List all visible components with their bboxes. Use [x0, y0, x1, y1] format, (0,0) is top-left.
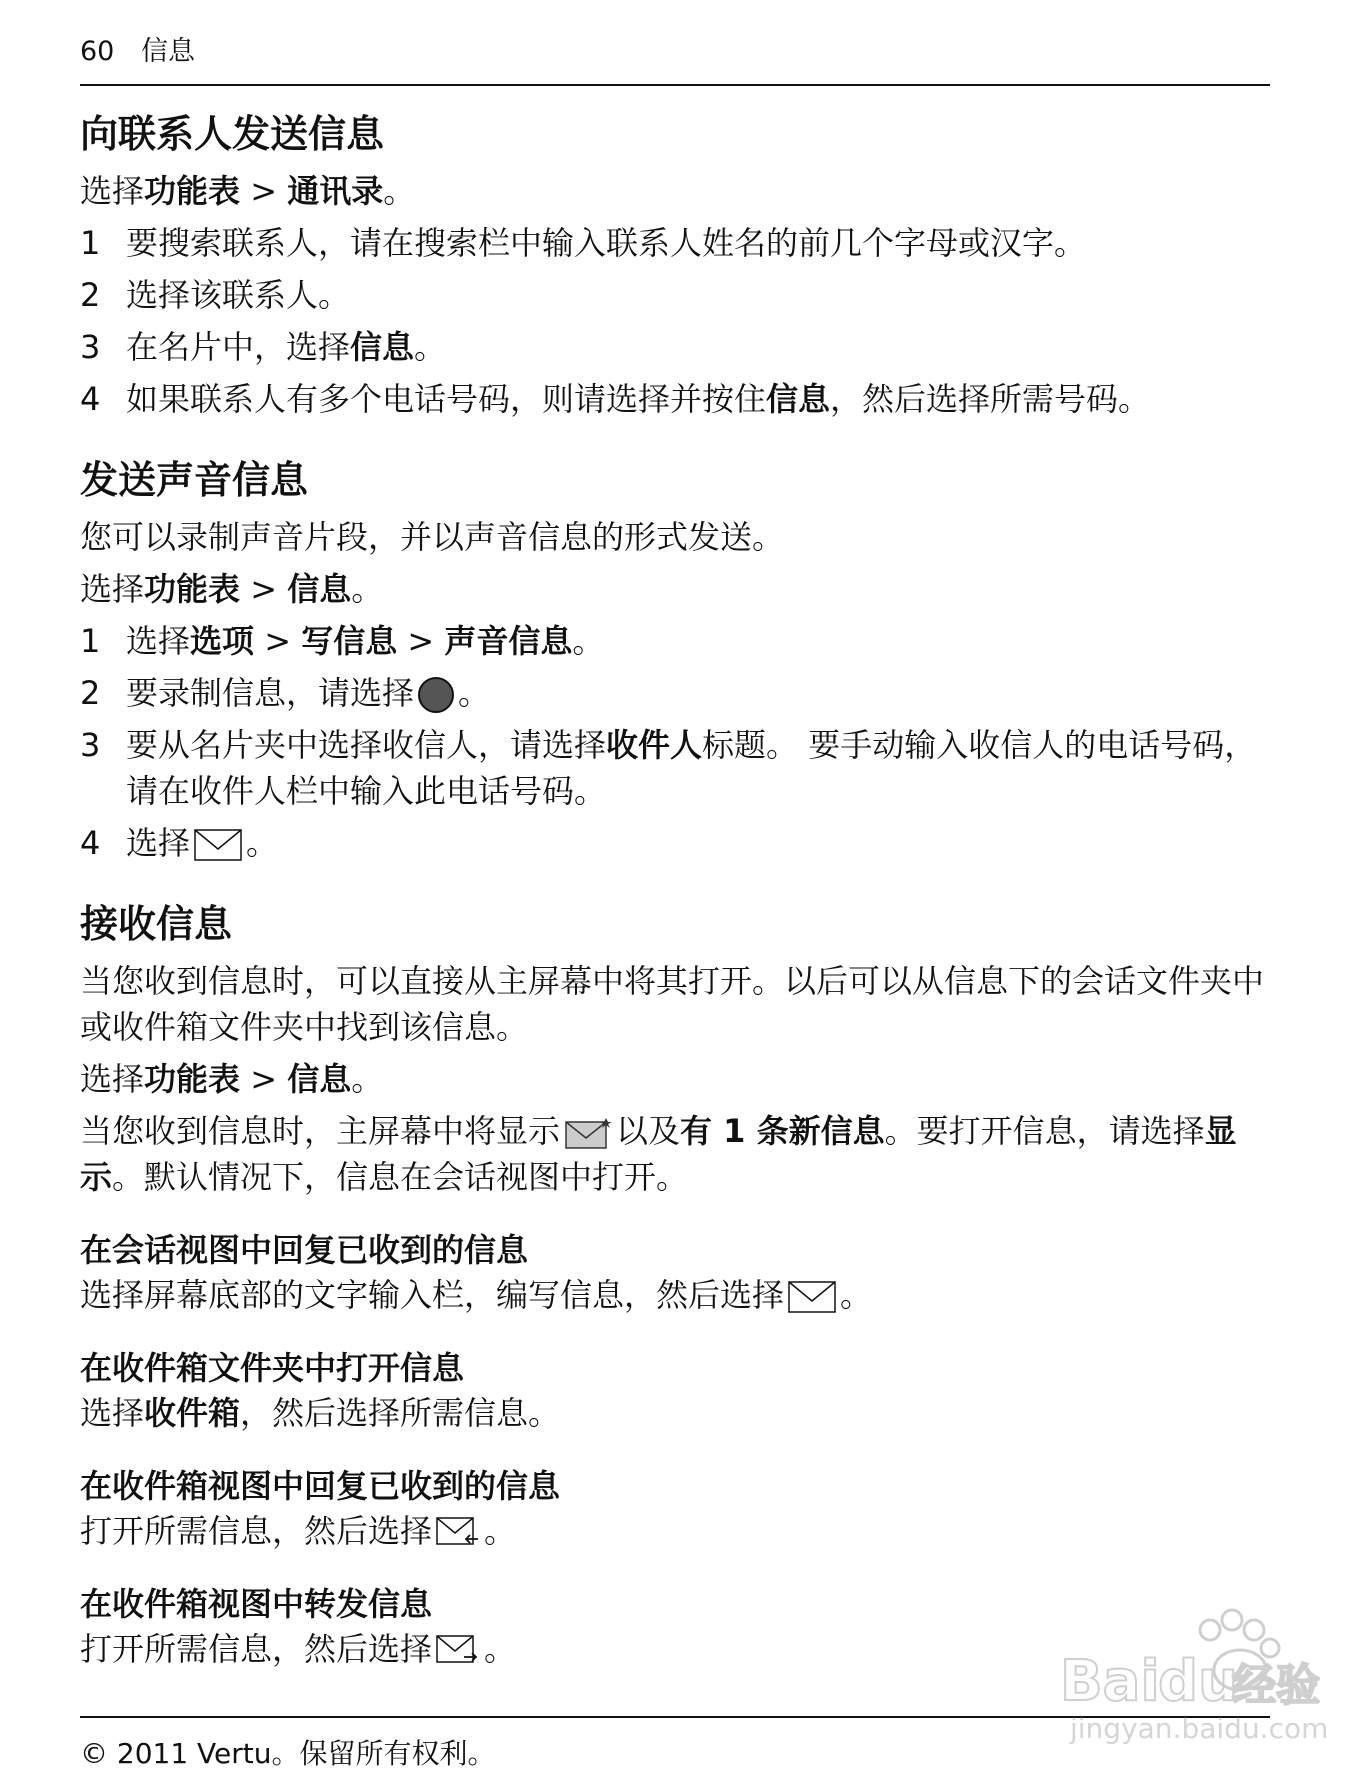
body-text: 打开所需信息，然后选择 。: [80, 1630, 517, 1668]
menu-path: 选择功能表 > 信息。: [80, 570, 384, 608]
subheading-reply-inbox: 在收件箱视图中回复已收到的信息: [80, 1467, 561, 1505]
heading-send-audio: 发送声音信息: [80, 458, 309, 502]
menu-path: 选择功能表 > 通讯录。: [80, 172, 416, 210]
body-text: 选择收件箱，然后选择所需信息。: [80, 1394, 561, 1432]
send-envelope-icon: [788, 1281, 836, 1313]
menu-path: 选择功能表 > 信息。: [80, 1060, 384, 1098]
svg-text:Bai: Bai: [1060, 1649, 1160, 1714]
copyright-text: © 2011 Vertu。保留所有权利。: [80, 1737, 496, 1770]
send-envelope-icon: [194, 829, 242, 861]
page-header: [80, 30, 1270, 86]
record-icon: [418, 677, 454, 713]
intro-text: 您可以录制声音片段，并以声音信息的形式发送。: [80, 518, 785, 556]
baidu-watermark: [1040, 1600, 1340, 1750]
new-message-icon: [564, 1116, 612, 1150]
svg-text:经验: 经验: [1232, 1660, 1320, 1711]
step: 2 要录制信息，请选择 。: [80, 674, 491, 712]
subheading-open-inbox: 在收件箱文件夹中打开信息: [80, 1349, 465, 1387]
svg-text:du: du: [1158, 1649, 1238, 1714]
page-number: 60: [80, 36, 115, 67]
step: 1 选择选项 > 写信息 > 声音信息。: [80, 622, 605, 660]
step: 2 选择该联系人。: [80, 276, 351, 314]
body-text: 选择屏幕底部的文字输入栏，编写信息，然后选择 。: [80, 1276, 873, 1314]
svg-text:jingyan.baidu.com: jingyan.baidu.com: [1070, 1712, 1329, 1745]
step: 1 要搜索联系人，请在搜索栏中输入联系人姓名的前几个字母或汉字。: [80, 224, 1087, 262]
page-content: [80, 110, 1270, 1678]
step: 3 要从名片夹中选择收信人，请选择收件人标题。 要手动输入收信人的电话号码，请在收件人栏中输入此电话号码。: [80, 726, 1257, 810]
subheading-forward-inbox: 在收件箱视图中转发信息: [80, 1585, 433, 1623]
subheading-reply-conversation: 在会话视图中回复已收到的信息: [80, 1231, 529, 1269]
manual-page: [80, 0, 1270, 1792]
heading-receive: 接收信息: [80, 902, 233, 946]
step: 4 如果联系人有多个电话号码，则请选择并按住信息，然后选择所需号码。: [80, 380, 1151, 418]
step: 3 在名片中，选择信息。: [80, 328, 447, 366]
step: 4 选择 。: [80, 824, 279, 862]
body-text: 当您收到信息时，可以直接从主屏幕中将其打开。以后可以从信息下的会话文件夹中或收件箱文件夹中找到该信息。: [80, 962, 1265, 1046]
heading-send-to-contact: 向联系人发送信息: [80, 112, 385, 156]
body-text: 当您收到信息时，主屏幕中将显示 以及有 1 条新信息。要打开信息，请选择显示。默认情况下，信息在会话视图中打开。: [80, 1112, 1237, 1196]
forward-envelope-icon: [436, 1635, 480, 1667]
reply-envelope-icon: [436, 1517, 480, 1549]
section-name: 信息: [140, 36, 195, 67]
body-text: 打开所需信息，然后选择 。: [80, 1512, 517, 1550]
